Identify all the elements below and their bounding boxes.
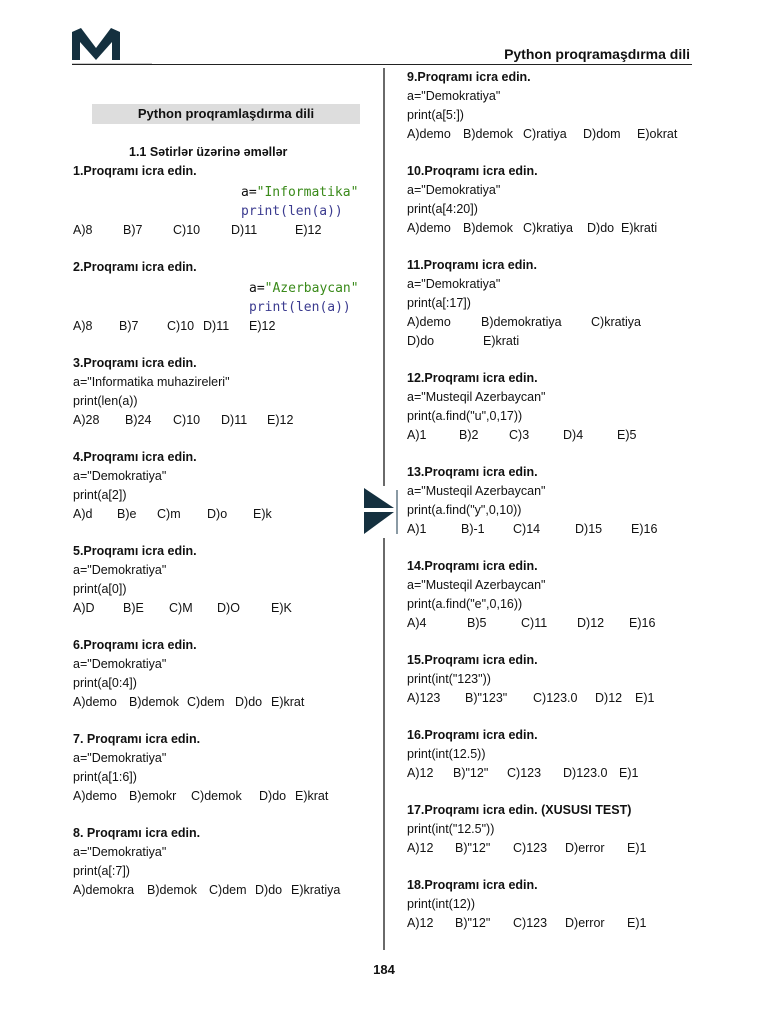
question-title: 4.Proqramı icra edin. <box>73 450 197 464</box>
answer-options <box>407 426 707 445</box>
option-e: E)12 <box>295 223 322 237</box>
option-c: C)kratiya <box>591 315 642 329</box>
answer-options <box>73 221 373 240</box>
answer-options <box>407 764 707 783</box>
option-a: A)28 <box>73 413 100 427</box>
option-d: D)4 <box>563 428 584 442</box>
option-c: C)kratiya <box>523 221 574 235</box>
option-a: A)demo <box>73 789 117 803</box>
option-e: E)1 <box>619 766 639 780</box>
header-title: Python proqramaşdırma dili <box>504 46 690 62</box>
answer-options <box>407 614 707 633</box>
option-c: C)m <box>157 507 181 521</box>
option-b: B)demokratiya <box>481 315 562 329</box>
option-b: B)"123" <box>465 691 508 705</box>
code-snippet <box>249 279 373 317</box>
option-b: B)demok <box>147 883 198 897</box>
question-title: 6.Proqramı icra edin. <box>73 638 197 652</box>
option-a: A)8 <box>73 223 93 237</box>
question-13 <box>407 463 707 539</box>
question-4 <box>73 448 373 524</box>
option-c: C)ratiya <box>523 127 567 141</box>
option-b: B)e <box>117 507 137 521</box>
option-e: E)kratiya <box>291 883 341 897</box>
option-d: D)error <box>565 916 605 930</box>
option-c: C)14 <box>513 522 541 536</box>
question-title: 7. Proqramı icra edin. <box>73 732 201 746</box>
option-e: E)1 <box>627 916 647 930</box>
question-7 <box>73 730 373 806</box>
question-title: 5.Proqramı icra edin. <box>73 544 197 558</box>
code-line: a="Demokratiya" <box>73 563 167 577</box>
code-line: a="Demokratiya" <box>407 183 501 197</box>
option-e: E)krati <box>483 334 520 348</box>
option-b: B)emokr <box>129 789 177 803</box>
option-d: D)O <box>217 601 240 615</box>
question-10 <box>407 162 707 238</box>
header-rule <box>72 64 692 65</box>
code-line: print(a.find("e",0,16)) <box>407 597 523 611</box>
answer-options <box>407 219 707 238</box>
answer-options <box>73 505 373 524</box>
option-a: A)4 <box>407 616 427 630</box>
option-a: A)123 <box>407 691 441 705</box>
option-b: B)-1 <box>461 522 485 536</box>
code-string: "Informatika" <box>256 185 359 200</box>
option-d: D)do <box>259 789 287 803</box>
code-line: a="Informatika muhazireleri" <box>73 375 230 389</box>
code-var: a= <box>249 281 265 296</box>
code-line: print(a[0]) <box>73 582 127 596</box>
question-5 <box>73 542 373 618</box>
option-b: B)5 <box>467 616 487 630</box>
option-b: B)"12" <box>455 841 491 855</box>
question-title: 2.Proqramı icra edin. <box>73 260 197 274</box>
left-column <box>73 104 373 918</box>
question-3 <box>73 354 373 430</box>
code-line: print(a[:7]) <box>73 864 130 878</box>
option-e: E)krati <box>621 221 658 235</box>
code-line: print(a[1:6]) <box>73 770 137 784</box>
option-e: E)K <box>271 601 292 615</box>
option-d: D)do <box>235 695 263 709</box>
page-number: 184 <box>373 962 395 977</box>
answer-options <box>407 689 707 708</box>
question-title: 10.Proqramı icra edin. <box>407 164 538 178</box>
answer-options <box>73 411 373 430</box>
option-b: B)E <box>123 601 144 615</box>
code-print: print(len(a)) <box>241 204 343 219</box>
question-title: 1.Proqramı icra edin. <box>73 164 197 178</box>
section-heading: 1.1 Sətirlər üzərinə əməllər <box>129 145 288 159</box>
option-e: E)16 <box>629 616 656 630</box>
answer-options <box>73 693 373 712</box>
option-e: E)okrat <box>637 127 678 141</box>
question-12 <box>407 369 707 445</box>
option-d: D)11 <box>231 223 258 237</box>
code-string: "Azerbaycan" <box>264 281 359 296</box>
option-c: C)123 <box>507 766 542 780</box>
answer-options <box>73 881 373 900</box>
code-line: print(int("123")) <box>407 672 491 686</box>
question-9 <box>407 68 707 144</box>
code-line: a="Demokratiya" <box>73 845 167 859</box>
code-var: a= <box>241 185 257 200</box>
option-a: A)D <box>73 601 95 615</box>
option-e: E)12 <box>249 319 276 333</box>
option-c: C)M <box>169 601 193 615</box>
option-a: A)8 <box>73 319 93 333</box>
code-line: print(a[:17]) <box>407 296 471 310</box>
answer-options <box>407 839 707 858</box>
question-title: 15.Proqramı icra edin. <box>407 653 538 667</box>
code-line: print(int(12.5)) <box>407 747 486 761</box>
option-a: A)demo <box>407 127 451 141</box>
option-e: E)12 <box>267 413 294 427</box>
question-title: 11.Proqramı icra edin. <box>407 258 537 272</box>
option-b: B)demok <box>129 695 180 709</box>
answer-options <box>407 313 707 351</box>
option-c: C)10 <box>167 319 195 333</box>
option-d: D)11 <box>203 319 230 333</box>
option-b: B)7 <box>119 319 139 333</box>
code-line: a="Demokratiya" <box>407 277 501 291</box>
option-c: C)11 <box>521 616 548 630</box>
answer-options <box>407 914 707 933</box>
option-b: B)2 <box>459 428 479 442</box>
option-a: A)demo <box>73 695 117 709</box>
option-e: E)5 <box>617 428 637 442</box>
code-print: print(len(a)) <box>249 300 351 315</box>
question-6 <box>73 636 373 712</box>
code-line: a="Demokratiya" <box>73 657 167 671</box>
option-b: B)demok <box>463 127 514 141</box>
question-title: 9.Proqramı icra edin. <box>407 70 531 84</box>
code-snippet <box>241 183 373 221</box>
option-c: C)3 <box>509 428 530 442</box>
option-c: C)123.0 <box>533 691 578 705</box>
option-e: E)krat <box>295 789 329 803</box>
question-title: 3.Proqramı icra edin. <box>73 356 197 370</box>
option-b: B)7 <box>123 223 143 237</box>
question-title: 13.Proqramı icra edin. <box>407 465 538 479</box>
code-line: print(int(12)) <box>407 897 476 911</box>
right-column <box>407 68 707 951</box>
code-line: a="Musteqil Azerbaycan" <box>407 578 546 592</box>
code-line: print(int("12.5")) <box>407 822 495 836</box>
option-b: B)24 <box>125 413 152 427</box>
question-title: 16.Proqramı icra edin. <box>407 728 538 742</box>
code-line: print(len(a)) <box>73 394 138 408</box>
question-11 <box>407 256 707 351</box>
code-line: print(a.find("u",0,17)) <box>407 409 523 423</box>
answer-options <box>73 599 373 618</box>
question-17 <box>407 801 707 858</box>
question-2 <box>73 258 373 336</box>
option-e: E)k <box>253 507 272 521</box>
option-c: C)dem <box>187 695 225 709</box>
option-a: A)demo <box>407 315 451 329</box>
question-15 <box>407 651 707 708</box>
option-e: E)1 <box>627 841 647 855</box>
option-d: D)12 <box>595 691 623 705</box>
publisher-logo-icon <box>72 28 120 64</box>
option-a: A)12 <box>407 841 434 855</box>
code-line: print(a[5:]) <box>407 108 464 122</box>
code-line: print(a[0:4]) <box>73 676 137 690</box>
code-line: a="Musteqil Azerbaycan" <box>407 390 546 404</box>
question-title: 17.Proqramı icra edin. (XUSUSI TEST) <box>407 803 632 817</box>
option-c: C)demok <box>191 789 242 803</box>
question-title: 18.Proqramı icra edin. <box>407 878 538 892</box>
option-b: B)"12" <box>453 766 489 780</box>
option-e: E)1 <box>635 691 655 705</box>
code-line: a="Musteqil Azerbaycan" <box>407 484 546 498</box>
answer-options <box>407 520 707 539</box>
option-c: C)123 <box>513 841 548 855</box>
option-c: C)123 <box>513 916 548 930</box>
option-a: A)demo <box>407 221 451 235</box>
option-d: D)do <box>255 883 283 897</box>
question-14 <box>407 557 707 633</box>
option-d: D)123.0 <box>563 766 608 780</box>
option-d: D)do <box>407 334 435 348</box>
question-16 <box>407 726 707 783</box>
option-d: D)dom <box>583 127 621 141</box>
code-line: print(a[4:20]) <box>407 202 478 216</box>
option-a: A)d <box>73 507 93 521</box>
option-c: C)dem <box>209 883 247 897</box>
answer-options <box>73 317 373 336</box>
code-line: a="Demokratiya" <box>73 751 167 765</box>
answer-options <box>73 787 373 806</box>
option-a: A)1 <box>407 522 427 536</box>
option-a: A)12 <box>407 916 434 930</box>
option-b: B)"12" <box>455 916 491 930</box>
option-c: C)10 <box>173 413 201 427</box>
option-c: C)10 <box>173 223 201 237</box>
question-title: 8. Proqramı icra edin. <box>73 826 201 840</box>
question-1 <box>73 162 373 240</box>
answer-options <box>407 125 707 144</box>
option-b: B)demok <box>463 221 514 235</box>
option-a: A)1 <box>407 428 427 442</box>
chapter-banner: Python proqramlaşdırma dili <box>92 104 360 124</box>
question-8 <box>73 824 373 900</box>
option-e: E)16 <box>631 522 658 536</box>
option-d: D)do <box>587 221 615 235</box>
option-a: A)12 <box>407 766 434 780</box>
question-title: 12.Proqramı icra edin. <box>407 371 538 385</box>
code-line: print(a[2]) <box>73 488 127 502</box>
option-d: D)error <box>565 841 605 855</box>
question-title: 14.Proqramı icra edin. <box>407 559 538 573</box>
option-d: D)11 <box>221 413 248 427</box>
option-a: A)demokra <box>73 883 135 897</box>
option-e: E)krat <box>271 695 305 709</box>
option-d: D)15 <box>575 522 603 536</box>
option-d: D)o <box>207 507 228 521</box>
option-d: D)12 <box>577 616 605 630</box>
code-line: a="Demokratiya" <box>73 469 167 483</box>
code-line: a="Demokratiya" <box>407 89 501 103</box>
code-line: print(a.find("y",0,10)) <box>407 503 522 517</box>
question-18 <box>407 876 707 933</box>
